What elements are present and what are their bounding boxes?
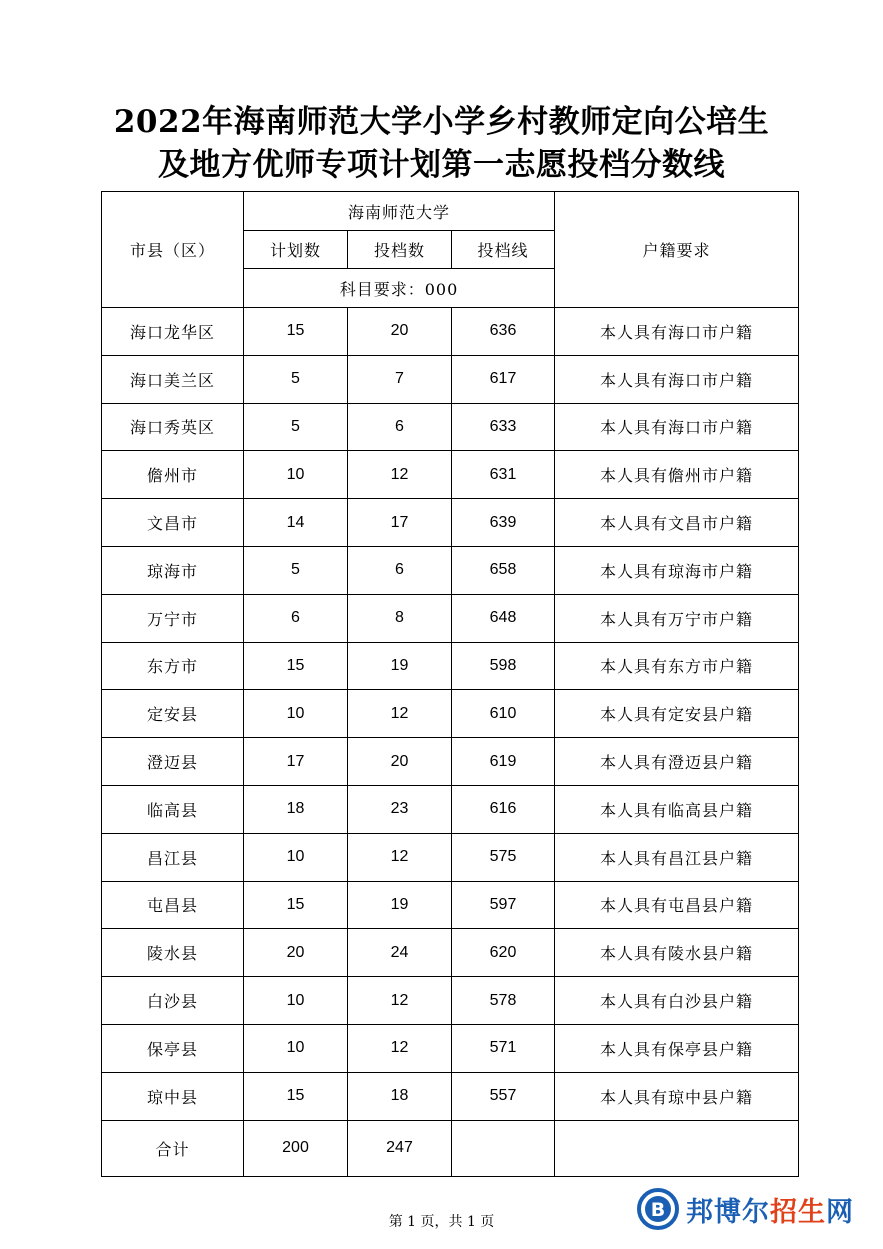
plan-count-cell: 5 <box>244 403 348 451</box>
region-cell: 海口秀英区 <box>102 403 244 451</box>
table-row <box>102 1024 799 1072</box>
table-row <box>102 785 799 833</box>
cutoff-score-cell: 575 <box>452 833 555 881</box>
watermark-brand-text <box>686 1190 854 1229</box>
filed-count-cell: 17 <box>348 499 452 547</box>
cutoff-score-cell: 639 <box>452 499 555 547</box>
household-requirement-cell: 本人具有海口市户籍 <box>555 308 799 356</box>
table-row <box>102 499 799 547</box>
region-cell: 海口龙华区 <box>102 308 244 356</box>
header-cutoff: 投档线 <box>452 231 555 269</box>
household-requirement-cell: 本人具有屯昌县户籍 <box>555 881 799 929</box>
household-requirement-cell: 本人具有定安县户籍 <box>555 690 799 738</box>
plan-count-cell: 6 <box>244 594 348 642</box>
total-household-cell <box>555 1120 799 1176</box>
cutoff-score-cell: 598 <box>452 642 555 690</box>
table-row <box>102 403 799 451</box>
plan-count-cell: 15 <box>244 1072 348 1120</box>
table-row <box>102 690 799 738</box>
household-requirement-cell: 本人具有澄迈县户籍 <box>555 738 799 786</box>
household-requirement-cell: 本人具有昌江县户籍 <box>555 833 799 881</box>
household-requirement-cell: 本人具有海口市户籍 <box>555 355 799 403</box>
cutoff-score-cell: 617 <box>452 355 555 403</box>
cutoff-score-cell: 636 <box>452 308 555 356</box>
total-cutoff-cell <box>452 1120 555 1176</box>
filed-count-cell: 19 <box>348 642 452 690</box>
household-requirement-cell: 本人具有白沙县户籍 <box>555 977 799 1025</box>
plan-count-cell: 14 <box>244 499 348 547</box>
cutoff-score-cell: 648 <box>452 594 555 642</box>
region-cell: 海口美兰区 <box>102 355 244 403</box>
region-cell: 文昌市 <box>102 499 244 547</box>
table-row <box>102 977 799 1025</box>
brand-logo-icon <box>636 1187 680 1231</box>
plan-count-cell: 10 <box>244 833 348 881</box>
filed-count-cell: 24 <box>348 929 452 977</box>
household-requirement-cell: 本人具有临高县户籍 <box>555 785 799 833</box>
total-label-cell: 合计 <box>102 1120 244 1176</box>
svg-text:B: B <box>650 1199 666 1221</box>
filed-count-cell: 12 <box>348 690 452 738</box>
admission-score-table <box>101 191 799 1177</box>
plan-count-cell: 5 <box>244 546 348 594</box>
region-cell: 琼中县 <box>102 1072 244 1120</box>
document-title-line-1: 2022年海南师范大学小学乡村教师定向公培生 <box>113 104 770 140</box>
header-subject-requirement: 科目要求：000 <box>244 269 555 308</box>
filed-count-cell: 12 <box>348 451 452 499</box>
region-cell: 东方市 <box>102 642 244 690</box>
household-requirement-cell: 本人具有万宁市户籍 <box>555 594 799 642</box>
table-row <box>102 881 799 929</box>
header-region: 市县（区） <box>102 192 244 308</box>
cutoff-score-cell: 557 <box>452 1072 555 1120</box>
table-row <box>102 355 799 403</box>
total-plan-cell: 200 <box>244 1120 348 1176</box>
filed-count-cell: 7 <box>348 355 452 403</box>
table-row <box>102 308 799 356</box>
watermark-brand-highlight: 招生 <box>770 1196 826 1228</box>
plan-count-cell: 10 <box>244 977 348 1025</box>
table-row <box>102 594 799 642</box>
filed-count-cell: 6 <box>348 546 452 594</box>
filed-count-cell: 8 <box>348 594 452 642</box>
cutoff-score-cell: 658 <box>452 546 555 594</box>
household-requirement-cell: 本人具有文昌市户籍 <box>555 499 799 547</box>
region-cell: 屯昌县 <box>102 881 244 929</box>
cutoff-score-cell: 578 <box>452 977 555 1025</box>
plan-count-cell: 18 <box>244 785 348 833</box>
header-filed: 投档数 <box>348 231 452 269</box>
table-row <box>102 642 799 690</box>
plan-count-cell: 15 <box>244 881 348 929</box>
document-title-line-2: 及地方优师专项计划第一志愿投档分数线 <box>158 147 725 183</box>
household-requirement-cell: 本人具有陵水县户籍 <box>555 929 799 977</box>
household-requirement-cell: 本人具有海口市户籍 <box>555 403 799 451</box>
cutoff-score-cell: 633 <box>452 403 555 451</box>
cutoff-score-cell: 631 <box>452 451 555 499</box>
header-household: 户籍要求 <box>555 192 799 308</box>
plan-count-cell: 10 <box>244 451 348 499</box>
household-requirement-cell: 本人具有琼中县户籍 <box>555 1072 799 1120</box>
site-watermark <box>636 1186 854 1232</box>
cutoff-score-cell: 571 <box>452 1024 555 1072</box>
plan-count-cell: 20 <box>244 929 348 977</box>
plan-count-cell: 5 <box>244 355 348 403</box>
filed-count-cell: 18 <box>348 1072 452 1120</box>
table-row <box>102 929 799 977</box>
region-cell: 保亭县 <box>102 1024 244 1072</box>
plan-count-cell: 15 <box>244 642 348 690</box>
household-requirement-cell: 本人具有琼海市户籍 <box>555 546 799 594</box>
region-cell: 琼海市 <box>102 546 244 594</box>
watermark-brand-part1: 邦博尔 <box>686 1196 770 1228</box>
region-cell: 澄迈县 <box>102 738 244 786</box>
page-footer: 第 1 页，共 1 页 <box>388 1214 495 1230</box>
region-cell: 陵水县 <box>102 929 244 977</box>
region-cell: 白沙县 <box>102 977 244 1025</box>
cutoff-score-cell: 610 <box>452 690 555 738</box>
filed-count-cell: 20 <box>348 308 452 356</box>
header-plan: 计划数 <box>244 231 348 269</box>
filed-count-cell: 6 <box>348 403 452 451</box>
cutoff-score-cell: 616 <box>452 785 555 833</box>
plan-count-cell: 10 <box>244 690 348 738</box>
cutoff-score-cell: 597 <box>452 881 555 929</box>
filed-count-cell: 19 <box>348 881 452 929</box>
cutoff-score-cell: 619 <box>452 738 555 786</box>
household-requirement-cell: 本人具有保亭县户籍 <box>555 1024 799 1072</box>
filed-count-cell: 12 <box>348 977 452 1025</box>
cutoff-score-cell: 620 <box>452 929 555 977</box>
filed-count-cell: 20 <box>348 738 452 786</box>
total-row <box>102 1120 799 1176</box>
region-cell: 儋州市 <box>102 451 244 499</box>
household-requirement-cell: 本人具有东方市户籍 <box>555 642 799 690</box>
total-filed-cell: 247 <box>348 1120 452 1176</box>
filed-count-cell: 12 <box>348 833 452 881</box>
plan-count-cell: 15 <box>244 308 348 356</box>
watermark-brand-part2: 网 <box>826 1196 854 1228</box>
region-cell: 定安县 <box>102 690 244 738</box>
table-row <box>102 738 799 786</box>
table-row <box>102 833 799 881</box>
header-row-university <box>102 192 799 231</box>
region-cell: 临高县 <box>102 785 244 833</box>
filed-count-cell: 12 <box>348 1024 452 1072</box>
household-requirement-cell: 本人具有儋州市户籍 <box>555 451 799 499</box>
plan-count-cell: 17 <box>244 738 348 786</box>
header-university: 海南师范大学 <box>244 192 555 231</box>
filed-count-cell: 23 <box>348 785 452 833</box>
region-cell: 万宁市 <box>102 594 244 642</box>
plan-count-cell: 10 <box>244 1024 348 1072</box>
table-row <box>102 451 799 499</box>
table-row <box>102 1072 799 1120</box>
table-row <box>102 546 799 594</box>
region-cell: 昌江县 <box>102 833 244 881</box>
